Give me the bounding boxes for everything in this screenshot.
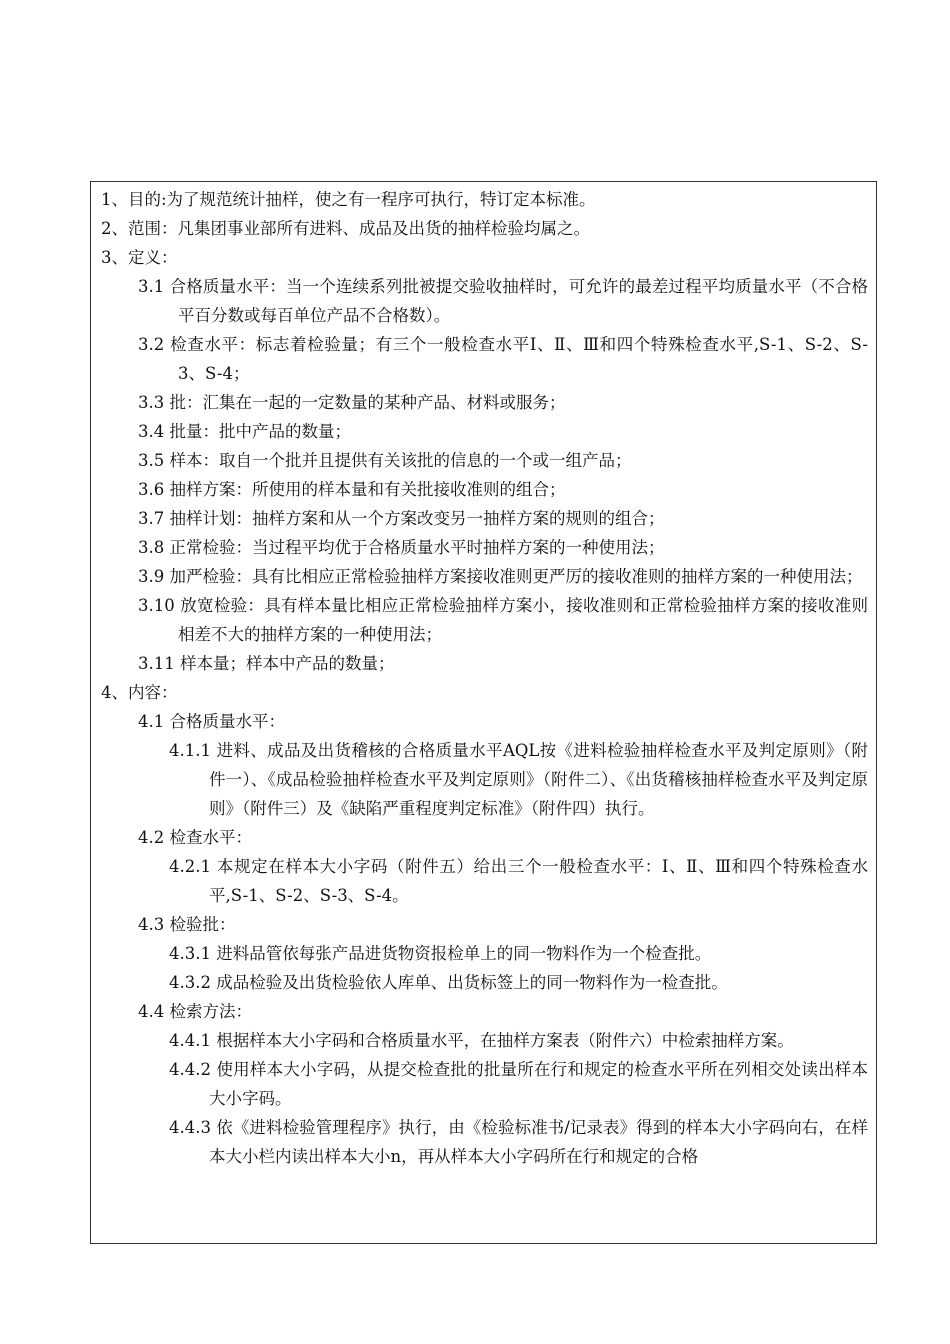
paragraph: 3、定义： <box>101 248 178 267</box>
paragraph: 4.3.2 成品检验及出货检验依人库单、出货标签上的同一物料作为一检查批。 <box>169 973 728 992</box>
paragraph: 4.2.1 本规定在样本大小字码（附件五）给出三个一般检查水平：Ⅰ、Ⅱ、Ⅲ和四个特殊检查水平,S-1、S-2、S-3、S-4。 <box>169 857 868 905</box>
paragraph: 3.9 加严检验：具有比相应正常检验抽样方案接收准则更严厉的接收准则的抽样方案的一种使用法； <box>138 567 863 586</box>
paragraph: 3.10 放宽检验：具有样本量比相应正常检验抽样方案小，接收准则和正常检验抽样方案的接收准则相差不大的抽样方案的一种使用法； <box>138 596 868 644</box>
paragraph: 3.2 检查水平：标志着检验量；有三个一般检查水平Ⅰ、Ⅱ、Ⅲ和四个特殊检查水平,S-1、S-2、S-3、S-4； <box>138 335 868 383</box>
paragraph: 3.7 抽样计划：抽样方案和从一个方案改变另一抽样方案的规则的组合； <box>138 509 665 528</box>
paragraph: 4.4 检索方法： <box>138 1002 252 1021</box>
paragraph: 4.3 检验批： <box>138 915 236 934</box>
document-frame <box>90 181 877 1244</box>
paragraph: 4.4.3 依《进料检验管理程序》执行，由《检验标准书/记录表》得到的样本大小字码向右，在样本大小栏内读出样本大小n，再从样本大小字码所在行和规定的合格 <box>169 1118 868 1166</box>
paragraph: 2、范围：凡集团事业部所有进料、成品及出货的抽样检验均属之。 <box>101 219 590 238</box>
paragraph: 3.6 抽样方案：所使用的样本量和有关批接收准则的组合； <box>138 480 566 499</box>
paragraph: 3.4 批量：批中产品的数量； <box>138 422 351 441</box>
paragraph: 4.4.1 根据样本大小字码和合格质量水平，在抽样方案表（附件六）中检索抽样方案。 <box>169 1031 794 1050</box>
paragraph: 4.3.1 进料品管依每张产品进货物资报检单上的同一物料作为一个检查批。 <box>169 944 712 963</box>
paragraph: 3.5 样本：取自一个批并且提供有关该批的信息的一个或一组产品； <box>138 451 632 470</box>
paragraph: 4.1 合格质量水平： <box>138 712 285 731</box>
paragraph: 3.8 正常检验：当过程平均优于合格质量水平时抽样方案的一种使用法； <box>138 538 665 557</box>
paragraph: 4.2 检查水平： <box>138 828 252 847</box>
paragraph: 4.4.2 使用样本大小字码，从提交检查批的批量所在行和规定的检查水平所在列相交处读出样本大小字码。 <box>169 1060 868 1108</box>
paragraph: 4、内容： <box>101 683 178 702</box>
paragraph: 3.3 批：汇集在一起的一定数量的某种产品、材料或服务； <box>138 393 566 412</box>
paragraph: 3.1 合格质量水平：当一个连续系列批被提交验收抽样时，可允许的最差过程平均质量水平（不合格平百分数或每百单位产品不合格数）。 <box>138 277 868 325</box>
paragraph: 4.1.1 进料、成品及出货稽核的合格质量水平AQL按《进料检验抽样检查水平及判定原则》（附件一）、《成品检验抽样检查水平及判定原则》（附件二）、《出货稽核抽样检查水平及判定原则》（附件三）及《缺陷严重程度判定标准》（附件四）执行。 <box>169 741 868 818</box>
paragraph: 3.11 样本量；样本中产品的数量； <box>138 654 395 673</box>
document-body <box>101 185 868 1171</box>
paragraph: 1、目的:为了规范统计抽样，使之有一程序可执行，特订定本标准。 <box>101 190 596 209</box>
